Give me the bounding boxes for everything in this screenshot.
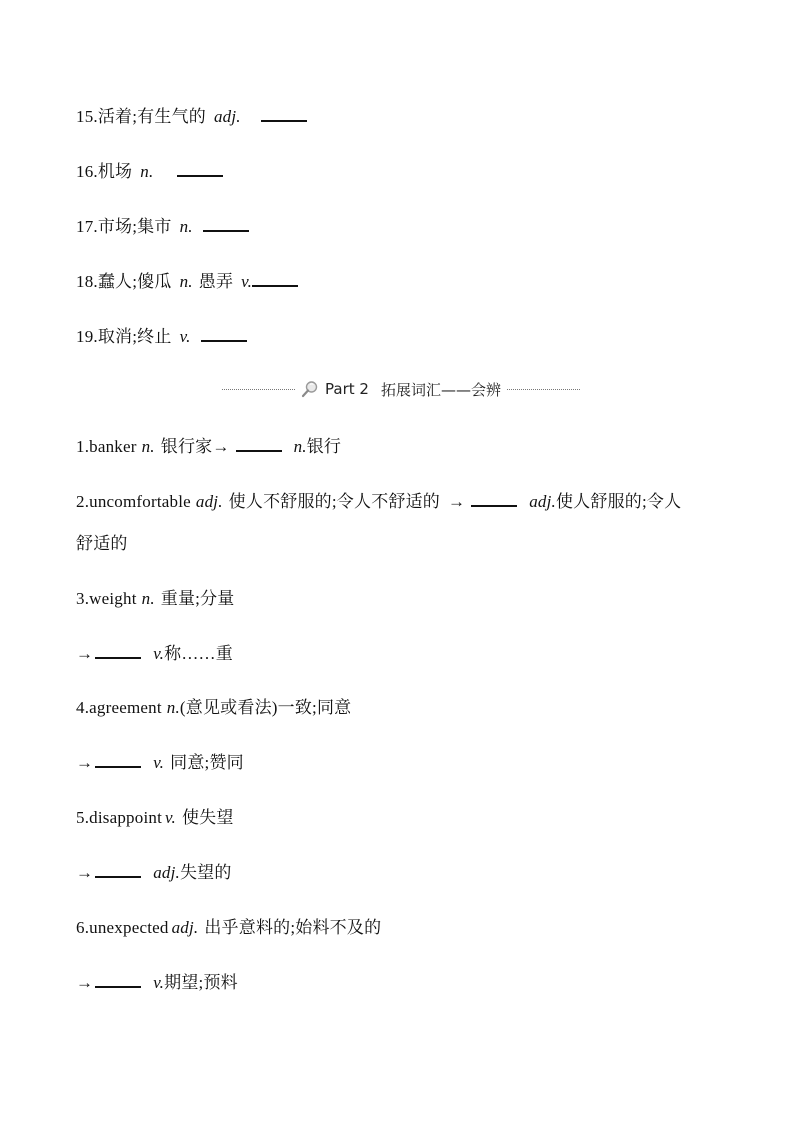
- vocab-item-19: 19.取消;终止 v.: [76, 326, 251, 348]
- vocab-answer-agreement: → v. 同意;赞同: [76, 753, 244, 772]
- vocab-item-uncomfortable-cont: 舒适的: [76, 534, 128, 553]
- answer-blank[interactable]: [252, 271, 298, 287]
- vocab-item-15: 15.活着;有生气的 adj.: [76, 106, 311, 128]
- vocab-answer-disappoint: → adj.失望的: [76, 863, 232, 882]
- part-2-heading: [222, 378, 580, 400]
- answer-blank[interactable]: [471, 491, 517, 507]
- vocab-item-17: 17.市场;集市 n.: [76, 216, 253, 238]
- answer-blank[interactable]: [261, 106, 307, 122]
- answer-blank[interactable]: [95, 862, 141, 878]
- vocab-item-16: 16.机场 n.: [76, 161, 227, 183]
- answer-blank[interactable]: [203, 216, 249, 232]
- vocab-item-unexpected: 6.unexpected adj. 出乎意料的;始料不及的: [76, 918, 382, 937]
- answer-blank[interactable]: [236, 436, 282, 452]
- answer-blank[interactable]: [95, 752, 141, 768]
- answer-blank[interactable]: [95, 643, 141, 659]
- vocab-item-weight: 3.weight n. 重量;分量: [76, 589, 235, 608]
- part-title: 拓展词汇——会辨: [380, 380, 501, 399]
- dotted-rule-right: [507, 389, 580, 390]
- vocab-item-uncomfortable: 2.uncomfortable adj. 使人不舒服的;令人不舒适的 → adj.使人舒服的;令人: [76, 492, 682, 511]
- answer-blank[interactable]: [95, 972, 141, 988]
- part-label: Part 2: [325, 380, 369, 398]
- vocab-answer-weight: → v.称……重: [76, 644, 233, 663]
- vocab-item-agreement: 4.agreement n.(意见或看法)一致;同意: [76, 698, 352, 717]
- answer-blank[interactable]: [177, 161, 223, 177]
- answer-blank[interactable]: [201, 326, 247, 342]
- dotted-rule-left: [222, 389, 295, 390]
- vocab-item-disappoint: 5.disappoint v. 使失望: [76, 808, 234, 827]
- magnifier-icon: [301, 380, 319, 398]
- vocab-item-18: 18.蠢人;傻瓜 n. 愚弄 v.: [76, 271, 302, 293]
- vocab-item-banker: 1.banker n. 银行家→ n.银行: [76, 437, 342, 456]
- vocab-answer-unexpected: → v.期望;预料: [76, 973, 238, 992]
